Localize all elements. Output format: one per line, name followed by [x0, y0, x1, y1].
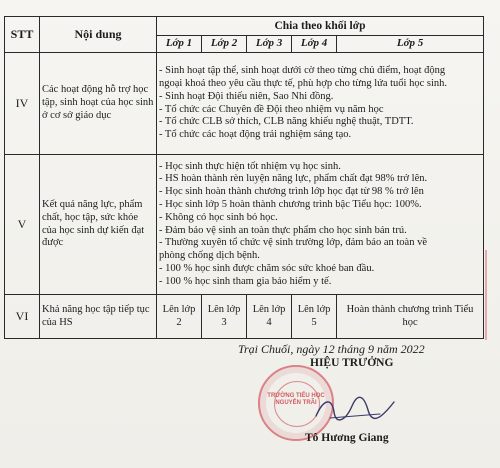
row-content: Các hoạt động hỗ trợ học tập, sinh hoạt của học sinh ở cơ sở giáo dục	[40, 53, 157, 155]
handwritten-signature	[310, 390, 400, 426]
grade-outcome-cell: Lên lớp 3	[202, 295, 247, 339]
grade-outcome-cell: Lên lớp 4	[247, 295, 292, 339]
row-content: Khả năng học tập tiếp tục của HS	[40, 295, 157, 339]
row-details	[157, 155, 484, 295]
grade-header: Lớp 3	[247, 36, 292, 53]
detail-line: - Học sinh hoàn thành chương trình lớp học đạt từ 98 % trở lên	[159, 186, 424, 198]
detail-line: - Sinh hoạt Đội thiếu niên, Sao Nhi đồng.	[159, 90, 334, 102]
detail-line: ngoại khoá theo yêu cầu thực tế, phù hợp cho từng lứa tuổi học sinh.	[159, 77, 447, 89]
detail-line: - Đảm bảo vệ sinh an toàn thực phẩm cho học sinh bán trú.	[159, 224, 407, 236]
row-number: VI	[5, 295, 40, 339]
grade-header: Lớp 5	[337, 36, 484, 53]
detail-line: - HS hoàn thành rèn luyện năng lực, phẩm chất đạt 98% trở lên.	[159, 173, 428, 185]
detail-line: - Học sinh lớp 5 hoàn thành chương trình bậc Tiểu học: 100%.	[159, 198, 422, 210]
stt-header: STT	[5, 17, 40, 53]
detail-line: phòng chống dịch bệnh.	[159, 250, 260, 262]
grade-header: Lớp 2	[202, 36, 247, 53]
grade-outcome-cell: Hoàn thành chương trình Tiểu học	[337, 295, 484, 339]
grade-group-header: Chia theo khối lớp	[157, 17, 484, 36]
content-header: Nội dung	[40, 17, 157, 53]
row-number: IV	[5, 53, 40, 155]
signing-date: Trại Chuối, ngày 12 tháng 9 năm 2022	[238, 342, 425, 356]
detail-line: - Tổ chức các hoạt động trải nghiệm sáng tạo.	[159, 129, 352, 141]
detail-line: - Sinh hoạt tập thể, sinh hoạt dưới cờ theo từng chủ điểm, hoạt động	[159, 65, 446, 77]
partial-stamp	[485, 250, 500, 340]
detail-line: - Tổ chức các Chuyên đề Đội theo nhiệm vụ năm học	[159, 103, 384, 115]
detail-line: - Không có học sinh bỏ học.	[159, 211, 278, 223]
grade-outcome-cell: Lên lớp 5	[292, 295, 337, 339]
principal-title: HIỆU TRƯỞNG	[310, 357, 394, 369]
grade-outcome-cell: Lên lớp 2	[157, 295, 202, 339]
plan-table	[4, 16, 484, 339]
table-row	[5, 53, 484, 155]
detail-line: - Tổ chức CLB sở thích, CLB năng khiếu nghệ thuật, TDTT.	[159, 116, 414, 128]
detail-line: - Thường xuyên tổ chức vệ sinh trường lớp, đảm bảo an toàn về	[159, 237, 427, 249]
row-number: V	[5, 155, 40, 295]
table-row	[5, 155, 484, 295]
row-details	[157, 53, 484, 155]
grade-header: Lớp 4	[292, 36, 337, 53]
detail-line: - 100 % học sinh tham gia bảo hiểm y tế.	[159, 275, 332, 287]
detail-line: - Học sinh thực hiện tốt nhiệm vụ học sinh.	[159, 160, 341, 172]
row-content: Kết quả năng lực, phẩm chất, học tập, sức khỏe của học sinh dự kiến đạt được	[40, 155, 157, 295]
seal-text: TRƯỜNG TIỂU HỌC NGUYỄN TRÃI	[267, 393, 325, 406]
detail-line: - 100 % học sinh được chăm sóc sức khoẻ ban đầu.	[159, 262, 375, 274]
signer-name: Tô Hương Giang	[305, 432, 389, 444]
grade-header: Lớp 1	[157, 36, 202, 53]
table-row	[5, 295, 484, 339]
